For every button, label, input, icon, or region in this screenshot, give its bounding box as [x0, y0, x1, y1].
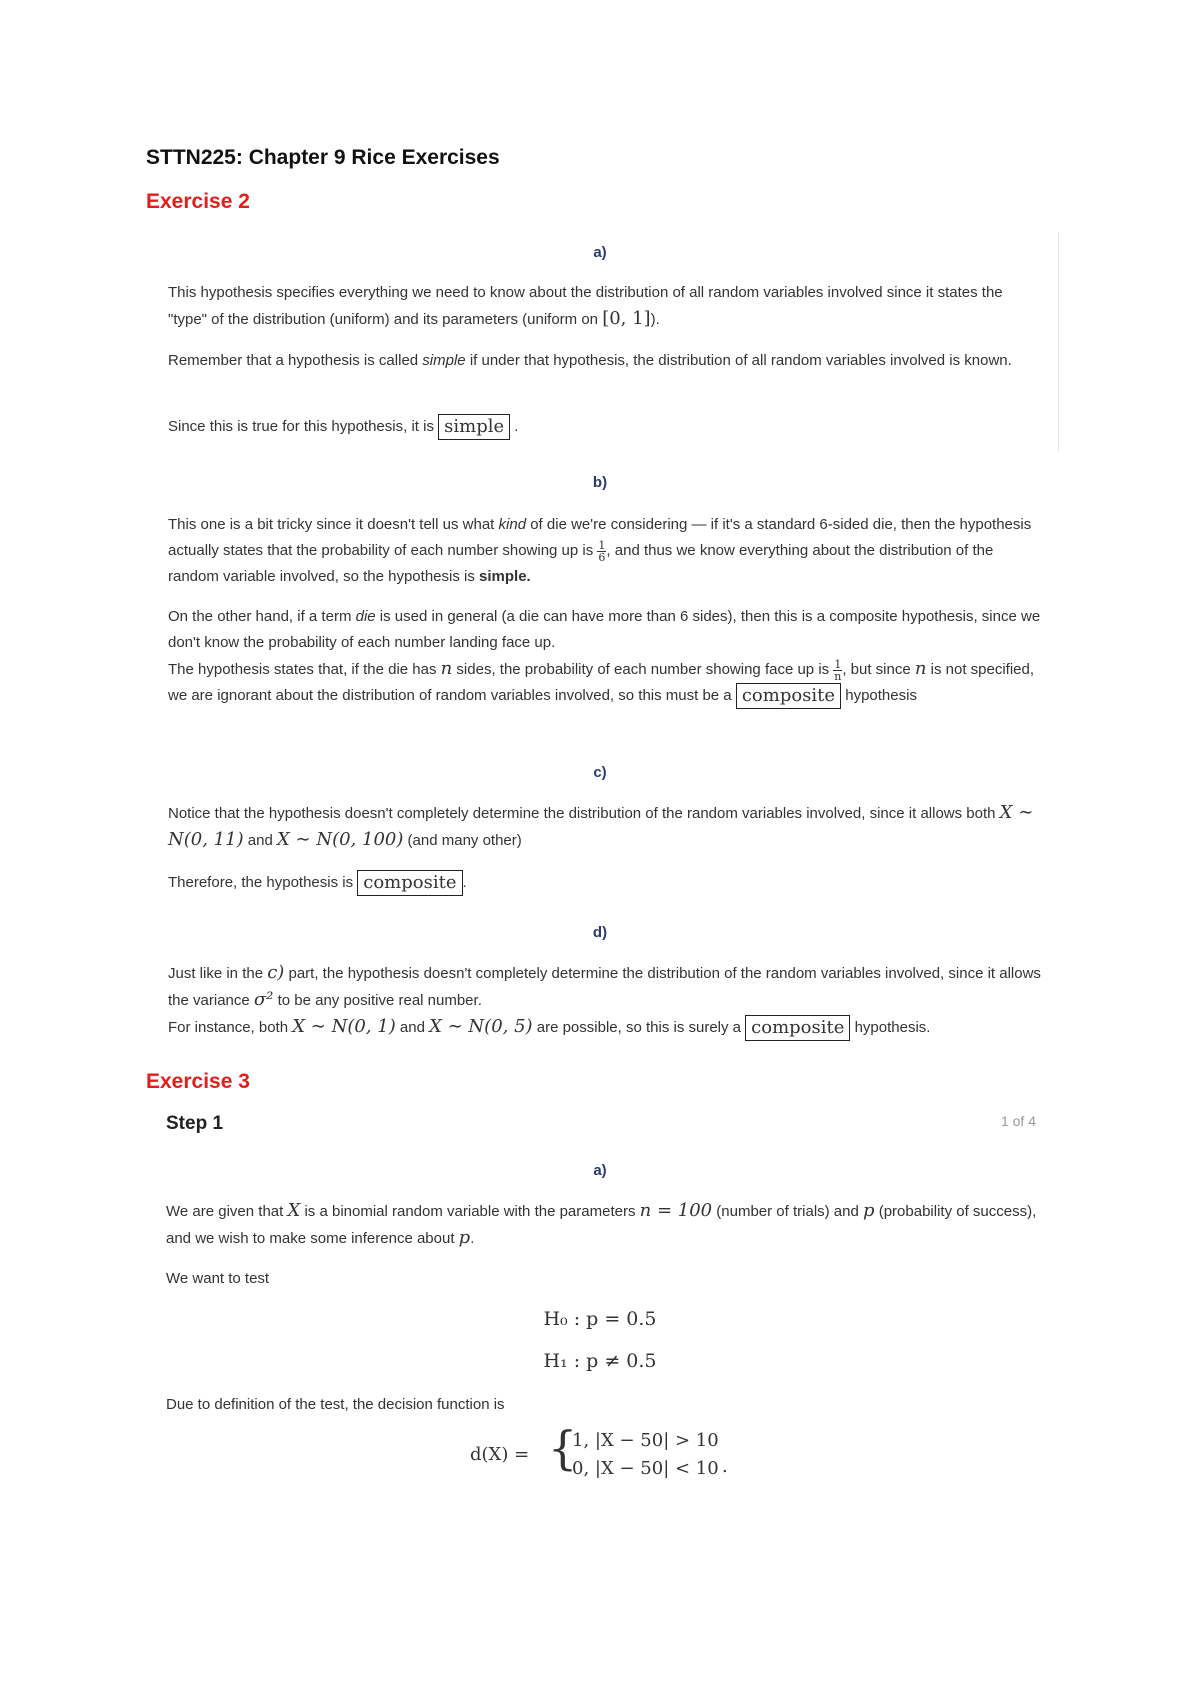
part-d-label: d): [592, 924, 608, 941]
left-brace: {: [548, 1421, 578, 1475]
ex2-c-paragraph-1: Notice that the hypothesis doesn't completely determine the distribution of the random variables involved, since it allows both X ∼ N(0, 11) and X ∼ N(0, 100) (and many other): [168, 802, 1034, 850]
ex2-d-paragraph-1: Just like in the c) part, the hypothesis doesn't completely determine the distribution of the random variables involved, since it allows the variance σ² to be any positive real number.: [168, 962, 1041, 1010]
ex2-b-paragraph-1: This one is a bit tricky since it doesn't tell us what kind of die we're considering — if it's a standard 6-sided die, then the hypothesis actually states that the probability of each number showing up is $\frac{1}{6}$ , and thus we know everything about the distribution of the random variable involved, so the hypothesis is simple.: [168, 516, 1032, 585]
ex2-a-paragraph-1: This hypothesis specifies everything we need to know about the distribution of all random variables involved since it states the "type" of the distribution (uniform) and its parameters (uniform on [0, 1]).: [168, 284, 1003, 329]
part-c-label: c): [593, 764, 607, 781]
decision-period: .: [722, 1456, 728, 1477]
answer-box-composite-d: composite: [745, 1015, 850, 1041]
ex2-c-paragraph-2: Therefore, the hypothesis is composite .: [168, 870, 1043, 896]
exercise-2-heading: Exercise 2: [146, 190, 250, 213]
section-divider: [1058, 232, 1059, 452]
decision-case-1: 1, |X − 50| > 10: [572, 1430, 719, 1451]
ex2-b-paragraph-2: On the other hand, if a term die is used in general (a die can have more than 6 sides), then this is a composite hypothesis, since we don't know the probability of each number landing face up.: [168, 608, 1041, 651]
ex2-a-paragraph-2: Remember that a hypothesis is called simple if under that hypothesis, the distribution of all random variables involved is known.: [168, 352, 1012, 369]
fraction-one-over-n: $\frac{1}{n}$: [834, 657, 842, 683]
fraction-one-sixth: $\frac{1}{6}$: [598, 538, 606, 564]
interval-math: [0, 1]: [602, 308, 651, 329]
ex2-d-paragraph-2: For instance, both X ∼ N(0, 1) and X ∼ N(0, 5) are possible, so this is surely a composite hypothesis.: [168, 1014, 1043, 1041]
answer-box-simple: simple: [438, 414, 510, 440]
part-b-label: b): [592, 474, 608, 491]
alternative-hypothesis: H₁ : p ≠ 0.5: [543, 1350, 657, 1372]
answer-box-composite-b: composite: [736, 683, 841, 709]
ex3-part-a-label: a): [593, 1162, 607, 1179]
step-counter: 1 of 4: [1000, 1113, 1036, 1129]
part-a-label: a): [593, 244, 607, 261]
null-hypothesis: H₀ : p = 0.5: [543, 1308, 657, 1330]
decision-lhs: d(X) =: [470, 1444, 530, 1465]
decision-case-2: 0, |X − 50| < 10: [572, 1458, 719, 1479]
ex3-paragraph-2: We want to test: [166, 1270, 270, 1287]
ex2-a-paragraph-3: Since this is true for this hypothesis, it is simple .: [168, 414, 1043, 440]
exercise-3-heading: Exercise 3: [146, 1070, 250, 1093]
document-title: STTN225: Chapter 9 Rice Exercises: [146, 146, 500, 169]
ex3-paragraph-3: Due to definition of the test, the decision function is: [166, 1396, 505, 1413]
ex3-paragraph-1: We are given that X is a binomial random variable with the parameters n = 100 (number of trials) and p (probability of success), and we wish to make some inference about p.: [166, 1200, 1037, 1248]
ex2-b-paragraph-3: The hypothesis states that, if the die has n sides, the probability of each number showing face up is $\frac{1}{n}$ , but since n is not specified, we are ignorant about the distribution of random variables involved, so this must be a composite hypothesis: [168, 656, 1043, 709]
answer-box-composite-c: composite: [357, 870, 462, 896]
step-title: Step 1: [166, 1113, 224, 1134]
